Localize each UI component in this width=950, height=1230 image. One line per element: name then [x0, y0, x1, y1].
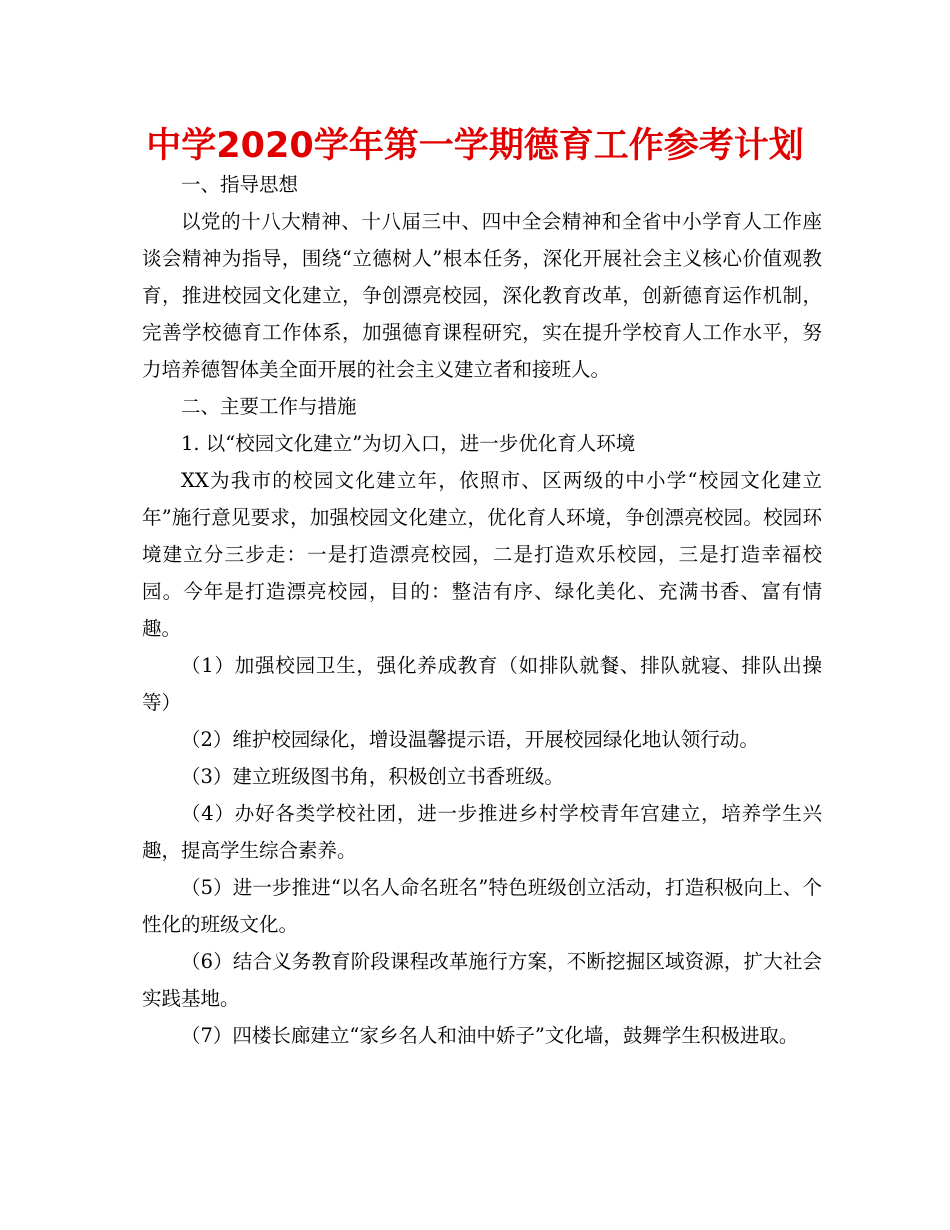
list-item-1: （1）加强校园卫生，强化养成教育（如排队就餐、排队就寝、排队出操等） [142, 654, 822, 714]
list-item-2: （2）维护校园绿化，增设温馨提示语，开展校园绿化地认领行动。 [181, 728, 759, 751]
list-item-4: （4）办好各类学校社团，进一步推进乡村学校青年宫建立，培养学生兴趣，提高学生综合素养。 [142, 802, 822, 862]
list-item-3: （3）建立班级图书角，积极创立书香班级。 [181, 765, 564, 788]
document-title: 中学2020学年第一学期德育工作参考计划 [146, 126, 804, 166]
section-heading-main-work: 二、主要工作与措施 [181, 395, 357, 418]
paragraph-campus-culture-year: XX为我市的校园文化建立年，依照市、区两级的中小学“校园文化建立年”施行意见要求，加强校园文化建立，优化育人环境，争创漂亮校园。校园环境建立分三步走：一是打造漂亮校园，二是打造欢乐校园，三是打造幸福校园。今年是打造漂亮校园，目的：整洁有序、绿化美化、充满书香、富有情趣。 [142, 469, 822, 640]
paragraph-guiding-ideology: 以党的十八大精神、十八届三中、四中全会精神和全省中小学育人工作座谈会精神为指导，围绕“立德树人”根本任务，深化开展社会主义核心价值观教育，推进校园文化建立，争创漂亮校园，深化教育改革，创新德育运作机制，完善学校德育工作体系，加强德育课程研究，实在提升学校育人工作水平，努力培养德智体美全面开展的社会主义建立者和接班人。 [142, 210, 822, 381]
list-item-7: （7）四楼长廊建立“家乡名人和油中娇子”文化墙，鼓舞学生积极进取。 [181, 1024, 799, 1047]
document-body [142, 166, 822, 1054]
section-heading-guiding-ideology: 一、指导思想 [181, 173, 299, 196]
subsection-heading-campus-culture: 1. 以“校园文化建立”为切入口，进一步优化育人环境 [181, 432, 636, 455]
list-item-5: （5）进一步推进“以名人命名班名”特色班级创立活动，打造积极向上、个性化的班级文化。 [142, 876, 822, 936]
list-item-6: （6）结合义务教育阶段课程改革施行方案，不断挖掘区域资源，扩大社会实践基地。 [142, 950, 822, 1010]
